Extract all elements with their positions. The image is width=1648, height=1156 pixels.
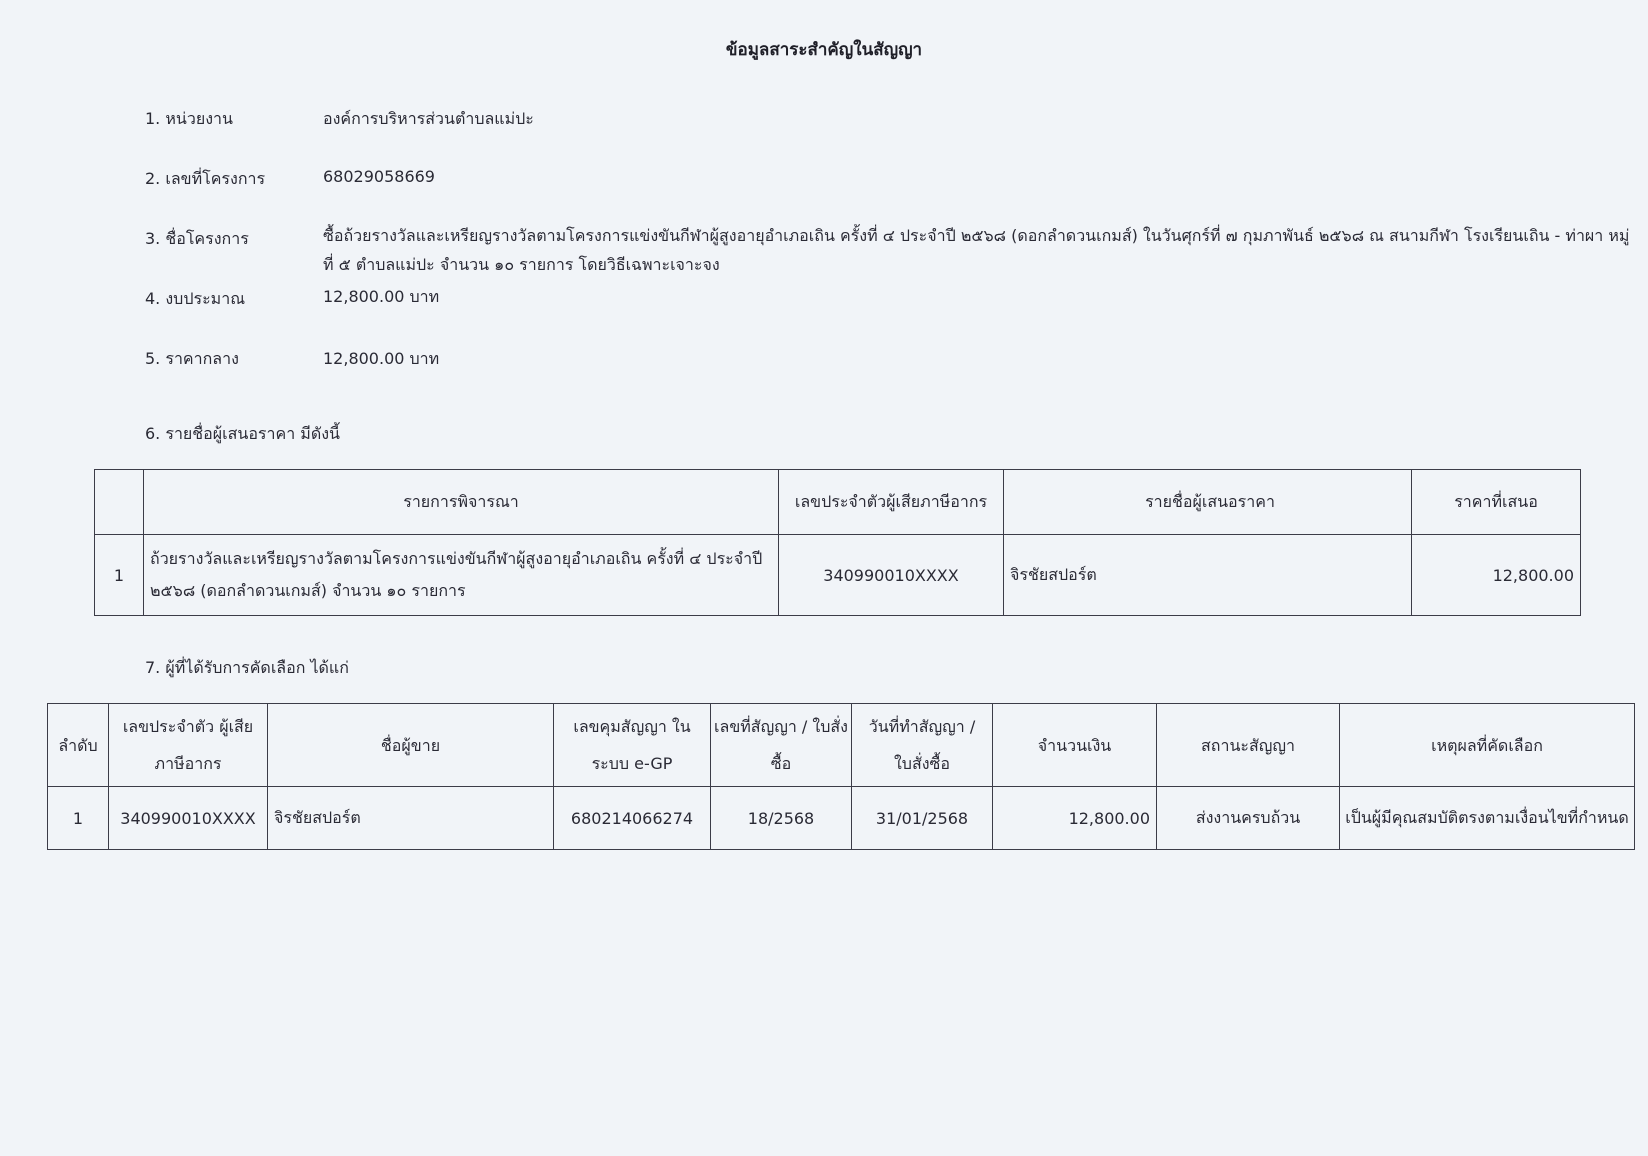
header-cell [95, 470, 144, 535]
header-cell: เลขประจำตัว ผู้เสียภาษีอากร [109, 704, 268, 787]
header-cell: เลขประจำตัวผู้เสียภาษีอากร [779, 470, 1004, 535]
row-number: 1 [48, 787, 109, 850]
selected-vendor-table [47, 703, 1635, 850]
header-cell: เลขคุมสัญญา ในระบบ e-GP [554, 704, 711, 787]
row-egp-number: 680214066274 [554, 787, 711, 850]
header-cell: เลขที่สัญญา / ใบสั่งซื้อ [711, 704, 852, 787]
field-value-project-number: 68029058669 [323, 167, 435, 186]
document-title: ข้อมูลสาระสำคัญในสัญญา [725, 40, 923, 60]
header-cell: เหตุผลที่คัดเลือก [1340, 704, 1635, 787]
field-label-agency: 1. หน่วยงาน [145, 109, 233, 128]
section7-heading: 7. ผู้ที่ได้รับการคัดเลือก ได้แก่ [145, 658, 349, 677]
row-reason: เป็นผู้มีคุณสมบัติตรงตามเงื่อนไขที่กำหนด [1340, 787, 1635, 850]
row-vendor: จิรชัยสปอร์ต [268, 787, 554, 850]
field-label-median-price: 5. ราคากลาง [145, 349, 239, 368]
bidders-table-header [95, 470, 1581, 535]
field-label-project-name: 3. ชื่อโครงการ [145, 229, 249, 248]
field-value-agency: องค์การบริหารส่วนตำบลแม่ปะ [323, 109, 534, 128]
row-status: ส่งงานครบถ้วน [1157, 787, 1340, 850]
row-price: 12,800.00 [1412, 535, 1581, 616]
row-item: ถ้วยรางวัลและเหรียญรางวัลตามโครงการแข่งขันกีฬาผู้สูงอายุอำเภอเถิน ครั้งที่ ๔ ประจำปี ๒๕๖๘ (ดอกลำดวนเกมส์) จำนวน ๑๐ รายการ [144, 535, 779, 616]
header-cell: ราคาที่เสนอ [1412, 470, 1581, 535]
selected-vendor-table-header [48, 704, 1635, 787]
row-tax-id: 340990010XXXX [109, 787, 268, 850]
header-cell: จำนวนเงิน [993, 704, 1157, 787]
bidders-table [94, 469, 1581, 616]
header-cell: รายการพิจารณา [144, 470, 779, 535]
header-cell: ลำดับ [48, 704, 109, 787]
field-value-budget: 12,800.00 บาท [323, 287, 440, 306]
row-contract-date: 31/01/2568 [852, 787, 993, 850]
row-number: 1 [95, 535, 144, 616]
header-cell: ชื่อผู้ขาย [268, 704, 554, 787]
row-amount: 12,800.00 [993, 787, 1157, 850]
table-row [48, 787, 1635, 850]
row-tax-id: 340990010XXXX [779, 535, 1004, 616]
row-bidder: จิรชัยสปอร์ต [1004, 535, 1412, 616]
field-value-project-name: ซื้อถ้วยรางวัลและเหรียญรางวัลตามโครงการแข่งขันกีฬาผู้สูงอายุอำเภอเถิน ครั้งที่ ๔ ประจำปี ๒๕๖๘ (ดอกลำดวนเกมส์) ในวันศุกร์ที่ ๗ กุมภาพันธ์ ๒๕๖๘ ณ สนามกีฬา โรงเรียนเถิน - ท่าผา หมู่ที่ ๕ ตำบลแม่ปะ จำนวน ๑๐ รายการ โดยวิธีเฉพาะเจาะจง [323, 226, 1630, 274]
field-value-median-price: 12,800.00 บาท [323, 349, 440, 368]
header-cell: วันที่ทำสัญญา / ใบสั่งซื้อ [852, 704, 993, 787]
field-label-budget: 4. งบประมาณ [145, 289, 246, 308]
header-cell: รายชื่อผู้เสนอราคา [1004, 470, 1412, 535]
section6-heading: 6. รายชื่อผู้เสนอราคา มีดังนี้ [145, 424, 340, 443]
row-contract-number: 18/2568 [711, 787, 852, 850]
header-cell: สถานะสัญญา [1157, 704, 1340, 787]
field-label-project-number: 2. เลขที่โครงการ [145, 169, 266, 188]
table-row [95, 535, 1581, 616]
